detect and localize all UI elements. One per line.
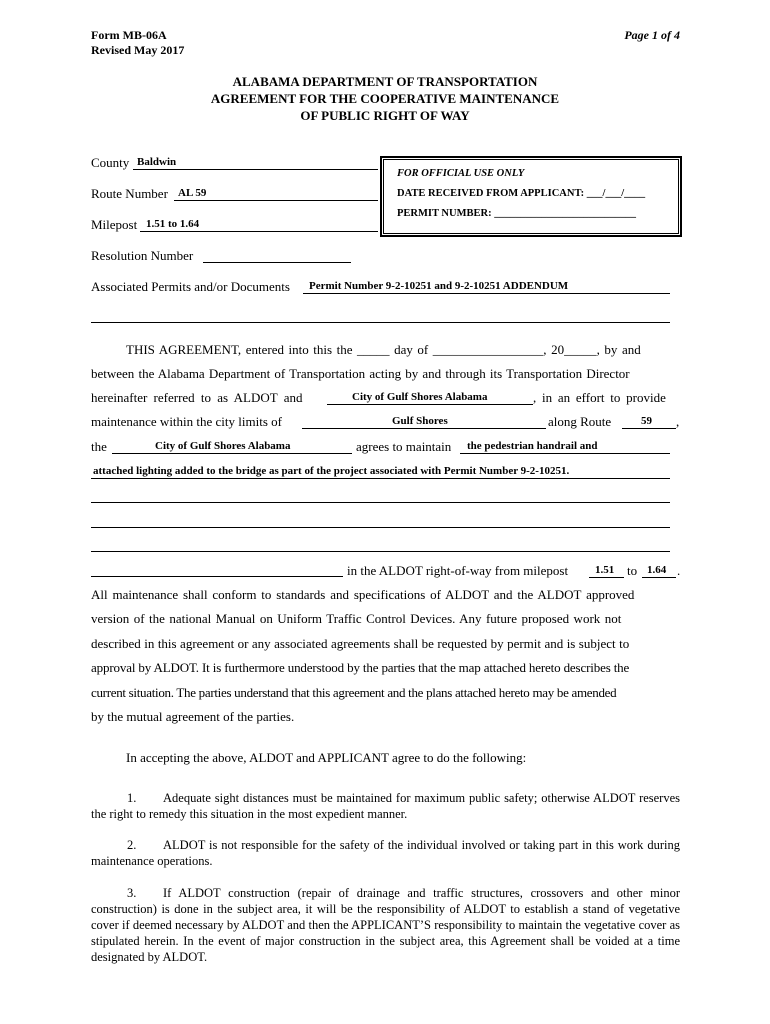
applicant-line bbox=[327, 404, 533, 405]
official-use-box bbox=[380, 156, 682, 237]
item-text: ALDOT is not responsible for the safety of the individual involved or taking part in this work bbox=[163, 838, 644, 852]
along-route-label: along Route bbox=[548, 414, 612, 429]
list-item-1 bbox=[91, 790, 680, 822]
title-line-2: AGREEMENT FOR THE COOPERATIVE MAINTENANCE bbox=[210, 91, 560, 106]
county-line bbox=[133, 169, 378, 170]
description-line-4 bbox=[91, 527, 670, 528]
item-number: 3. bbox=[127, 886, 137, 900]
route-line bbox=[174, 200, 378, 201]
resolution-line bbox=[203, 262, 351, 263]
agreement-line-3: hereinafter referred to as ALDOT and bbox=[91, 390, 303, 405]
applicant-field[interactable]: City of Gulf Shores Alabama bbox=[352, 391, 488, 403]
milepost-range-label: in the ALDOT right-of-way from milepost bbox=[347, 563, 569, 578]
agreement-line-12: version of the national Manual on Uniform Traffic Control Devices. Any future proposed work not bbox=[91, 611, 622, 626]
agreement-line-1: THIS AGREEMENT, entered into this the _____ day of _________________, 20_____, by and bbox=[126, 342, 641, 357]
associated-line bbox=[303, 293, 670, 294]
date-received-field[interactable]: DATE RECEIVED FROM APPLICANT: ___/___/____ bbox=[397, 188, 646, 199]
maintainer-line bbox=[112, 453, 352, 454]
associated-field[interactable]: Permit Number 9-2-10251 and 9-2-10251 ADDENDUM bbox=[309, 280, 569, 292]
official-use-heading: FOR OFFICIAL USE ONLY bbox=[397, 168, 525, 179]
agreement-line-2: between the Alabama Department of Transportation acting by and through its Transportation Director bbox=[91, 366, 630, 381]
item-text: If ALDOT construction (repair of drainage and traffic structures, crossovers and other minor bbox=[163, 886, 680, 900]
description-line-3 bbox=[91, 502, 670, 503]
county-label: County bbox=[91, 155, 130, 170]
county-field[interactable]: Baldwin bbox=[137, 156, 177, 168]
title-line-3: OF PUBLIC RIGHT OF WAY bbox=[300, 108, 470, 123]
agreement-line-11: All maintenance shall conform to standards and specifications of ALDOT and the ALDOT approved bbox=[91, 587, 635, 602]
city-limits-field[interactable]: Gulf Shores bbox=[392, 415, 448, 427]
agreement-line-5: the bbox=[91, 439, 107, 454]
agreement-line-13: described in this agreement or any associated agreements shall be requested by permit and is subject to bbox=[91, 636, 630, 651]
milepost-to-line bbox=[642, 577, 676, 578]
maintain-description-field[interactable]: the pedestrian handrail and bbox=[467, 440, 598, 452]
description-line-5 bbox=[91, 551, 670, 552]
item-text-rest: during maintenance operations. bbox=[91, 838, 680, 868]
list-item-3 bbox=[91, 885, 680, 965]
agreement-line-16: by the mutual agreement of the parties. bbox=[91, 709, 295, 724]
city-limits-line bbox=[302, 428, 546, 429]
revised-date: Revised May 2017 bbox=[91, 43, 185, 57]
accepting-statement: In accepting the above, ALDOT and APPLICANT agree to do the following: bbox=[126, 750, 527, 765]
description-line-6 bbox=[91, 576, 343, 577]
agrees-to-maintain-label: agrees to maintain bbox=[356, 439, 452, 454]
maintain-description-line bbox=[460, 453, 670, 454]
agreement-line-4: maintenance within the city limits of bbox=[91, 414, 282, 429]
item-number: 2. bbox=[127, 838, 137, 852]
agreement-line-15: current situation. The parties understand that this agreement and the plans attached hereto may be amended bbox=[91, 685, 617, 700]
item-text: Adequate sight distances must be maintained for maximum public safety; otherwise ALDOT bbox=[163, 791, 636, 805]
resolution-label: Resolution Number bbox=[91, 248, 194, 263]
description-line-2 bbox=[91, 478, 670, 479]
milepost-line bbox=[140, 231, 378, 232]
route-field[interactable]: AL 59 bbox=[178, 187, 207, 199]
form-id: Form MB-06A bbox=[91, 28, 167, 42]
milepost-field[interactable]: 1.51 to 1.64 bbox=[146, 218, 200, 230]
associated-line-2 bbox=[91, 322, 670, 323]
milepost-label: Milepost bbox=[91, 217, 138, 232]
route-label: Route Number bbox=[91, 186, 168, 201]
route-number-line bbox=[622, 428, 676, 429]
associated-label: Associated Permits and/or Documents bbox=[91, 279, 290, 294]
milepost-to-field[interactable]: 1.64 bbox=[647, 564, 667, 576]
milepost-from-field[interactable]: 1.51 bbox=[595, 564, 615, 576]
milepost-to-label: to bbox=[627, 563, 638, 578]
agreement-line-4-comma: , bbox=[676, 414, 680, 429]
milepost-period: . bbox=[677, 563, 681, 578]
item-text-rest: construction) is done in the subject area, it will be the responsibility of ALDOT to establish a stand of vegetative cover if deemed necessary by ALDOT and then the APPLICANT’S responsibility to maintain the vegetative cover as stipulated herein. In the event of major construction in the subject area, this Agreement shall be voided at a time designated by ALDOT. bbox=[91, 902, 680, 964]
item-number: 1. bbox=[127, 791, 137, 805]
route-number-field[interactable]: 59 bbox=[641, 415, 652, 427]
item-text-rest: reserves the right to remedy this situation in the most expedient manner. bbox=[91, 791, 681, 821]
agreement-line-14: approval by ALDOT. It is furthermore understood by the parties that the map attached hereto describes the bbox=[91, 660, 630, 675]
title-line-1: ALABAMA DEPARTMENT OF TRANSPORTATION bbox=[232, 74, 538, 89]
list-item-2 bbox=[91, 837, 680, 869]
maintainer-field[interactable]: City of Gulf Shores Alabama bbox=[155, 440, 291, 452]
maintain-description-continued[interactable]: attached lighting added to the bridge as part of the project associated with Permit Number 9-2-10251. bbox=[93, 465, 570, 477]
milepost-from-line bbox=[589, 577, 624, 578]
permit-number-field[interactable]: PERMIT NUMBER: ___________________________ bbox=[397, 208, 636, 219]
agreement-line-3b: , in an effort to provide bbox=[533, 390, 666, 405]
page-number: Page 1 of 4 bbox=[624, 28, 680, 42]
